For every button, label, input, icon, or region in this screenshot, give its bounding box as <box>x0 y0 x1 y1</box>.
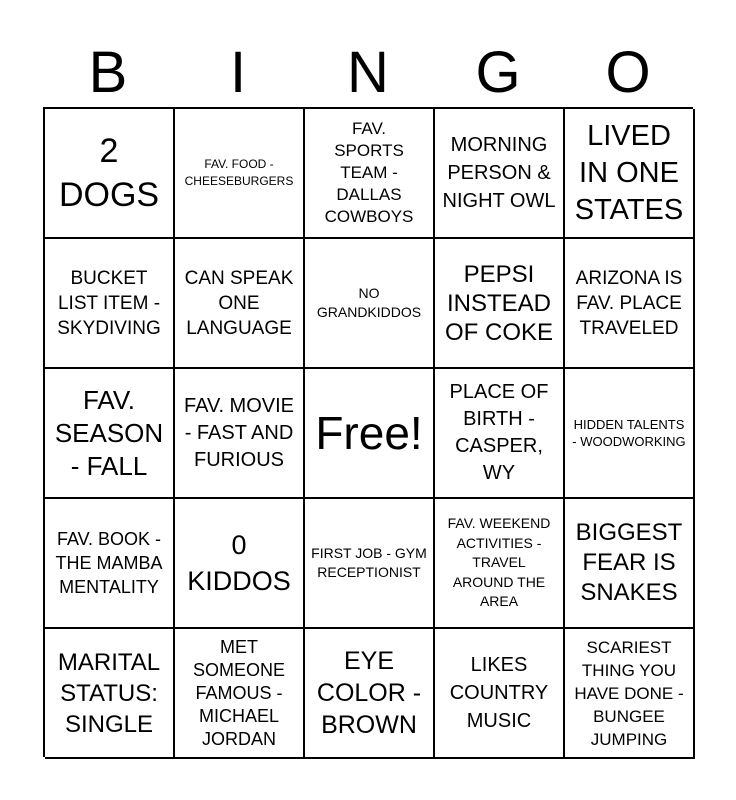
cell-text: PEPSI INSTEAD OF COKE <box>444 260 553 346</box>
header-letter-i: I <box>229 40 247 105</box>
bingo-cell[interactable] <box>305 109 435 239</box>
bingo-cell[interactable] <box>435 369 565 499</box>
bingo-cell[interactable] <box>45 369 175 499</box>
bingo-cell[interactable] <box>305 369 435 499</box>
bingo-cell[interactable] <box>435 629 565 759</box>
bingo-cell[interactable] <box>305 629 435 759</box>
cell-text: NO GRANDKIDDOS <box>316 285 422 320</box>
bingo-cell[interactable] <box>45 629 175 759</box>
cell-text: MET SOMEONE FAMOUS - MICHAEL JORDAN <box>192 636 285 749</box>
header-letter-g: G <box>475 40 521 105</box>
cell-text: MORNING PERSON & NIGHT OWL <box>442 134 556 212</box>
cell-text: CAN SPEAK ONE LANGUAGE <box>184 267 294 339</box>
cell-text: 0 KIDDOS <box>187 530 291 596</box>
bingo-cell[interactable] <box>565 239 695 369</box>
bingo-header <box>43 40 693 106</box>
bingo-cell[interactable] <box>45 239 175 369</box>
cell-text: FAV. WEEKEND ACTIVITIES - TRAVEL AROUND THE AREA <box>447 515 551 610</box>
cell-text: MARITAL STATUS: SINGLE <box>57 648 161 738</box>
cell-text: BUCKET LIST ITEM - SKYDIVING <box>57 267 161 339</box>
cell-text: SCARIEST THING YOU HAVE DONE - BUNGEE JUMPING <box>574 637 684 749</box>
bingo-cell[interactable] <box>565 499 695 629</box>
cell-text: FIRST JOB - GYM RECEPTIONIST <box>311 545 427 580</box>
bingo-cell[interactable] <box>435 499 565 629</box>
bingo-cell[interactable] <box>45 109 175 239</box>
cell-text: 2 DOGS <box>58 132 160 214</box>
free-space: Free! <box>315 407 423 459</box>
bingo-cell[interactable] <box>565 629 695 759</box>
bingo-cell[interactable] <box>175 629 305 759</box>
cell-text: FAV. SPORTS TEAM - DALLAS COWBOYS <box>324 119 414 226</box>
header-letter-o: O <box>605 40 651 105</box>
cell-text: FAV. BOOK - THE MAMBA MENTALITY <box>55 529 163 597</box>
bingo-cell[interactable] <box>175 109 305 239</box>
bingo-cell[interactable] <box>435 109 565 239</box>
bingo-board <box>43 107 693 757</box>
cell-text: HIDDEN TALENTS - WOODWORKING <box>572 417 686 449</box>
bingo-cell[interactable] <box>565 109 695 239</box>
cell-text: FAV. MOVIE - FAST AND FURIOUS <box>183 394 295 471</box>
bingo-cell[interactable] <box>305 499 435 629</box>
bingo-cell[interactable] <box>175 239 305 369</box>
bingo-cell[interactable] <box>565 369 695 499</box>
bingo-cell[interactable] <box>175 369 305 499</box>
bingo-cell[interactable] <box>435 239 565 369</box>
cell-text: ARIZONA IS FAV. PLACE TRAVELED <box>575 267 683 339</box>
cell-text: BIGGEST FEAR IS SNAKES <box>575 519 683 606</box>
bingo-cell[interactable] <box>305 239 435 369</box>
cell-text: FAV. SEASON - FALL <box>54 384 164 481</box>
bingo-cell[interactable] <box>175 499 305 629</box>
cell-text: FAV. FOOD - CHEESEBURGERS <box>184 157 294 188</box>
header-letter-n: N <box>347 40 389 105</box>
header-letter-b: B <box>88 40 128 105</box>
cell-text: PLACE OF BIRTH - CASPER, WY <box>449 381 549 484</box>
bingo-cell[interactable] <box>45 499 175 629</box>
cell-text: EYE COLOR - BROWN <box>316 647 422 739</box>
cell-text: LIKES COUNTRY MUSIC <box>449 654 549 732</box>
cell-text: LIVED IN ONE STATES <box>574 119 684 226</box>
